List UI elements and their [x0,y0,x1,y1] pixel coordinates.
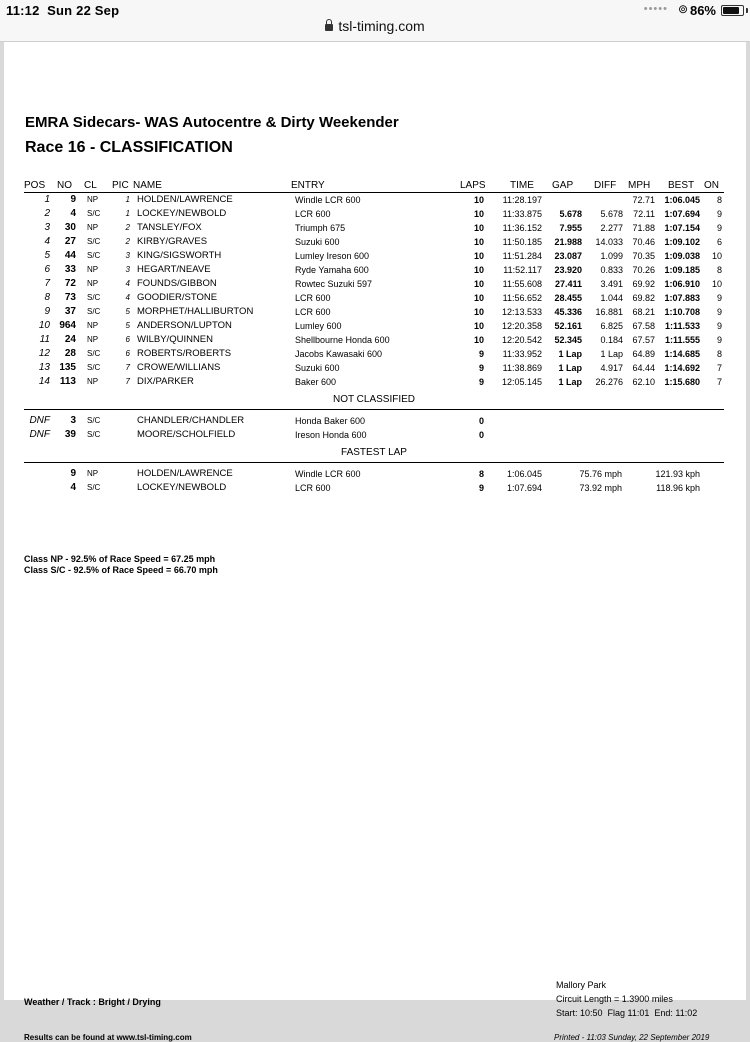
cell-laps: 10 [473,237,484,247]
note-sc: Class S/C - 92.5% of Race Speed = 66.70 mph [24,565,218,575]
cell-pic: 6 [125,335,130,344]
cell-no: 28 [64,348,76,359]
cell-best: 1:14.685 [664,349,700,359]
cell-mph: 70.35 [632,251,655,261]
cell-pos: 9 [44,306,50,317]
cell-mph: 70.46 [632,237,655,247]
cell-entry: Ireson Honda 600 [295,430,367,440]
cell-gap: 5.678 [559,209,582,219]
cell-on: 9 [716,223,722,233]
cell-best: 1:09.102 [664,237,700,247]
cell-diff: 3.491 [600,279,623,289]
cell-name: CROWE/WILLIANS [137,362,221,373]
cell-pos: DNF [29,429,50,440]
cell-laps: 0 [478,416,484,426]
cell-diff: 1.099 [600,251,623,261]
cell-mph: 68.21 [632,307,655,317]
cell-best: 1:07.883 [664,293,700,303]
cell-cl: NP [87,265,99,274]
cell-diff: 4.917 [600,363,623,373]
cell-entry: LCR 600 [295,293,331,303]
cell-cl: S/C [87,416,101,425]
cell-on: 9 [716,307,722,317]
cell-laps: 10 [473,265,484,275]
cell-gap: 7.955 [559,223,582,233]
cell-name: KIRBY/GRAVES [137,236,208,247]
fastest-lap-heading: FASTEST LAP [24,443,724,463]
cell-pos: 5 [44,250,50,261]
classified-rows [24,193,724,389]
cell-name: HOLDEN/LAWRENCE [137,194,233,205]
table-row [24,193,724,207]
cell-pos: 7 [44,278,50,289]
col-entry: ENTRY [291,180,325,191]
cell-kph: 118.96 kph [656,483,700,493]
cell-no: 3 [70,415,76,426]
cell-laps: 10 [473,293,484,303]
cell-cl: NP [87,195,99,204]
table-row [24,347,724,361]
cell-best: 1:11.555 [664,335,700,345]
cell-pos: 6 [44,264,50,275]
table-row [24,263,724,277]
cell-cl: S/C [87,363,101,372]
cell-mph: 72.11 [633,209,655,219]
cell-name: GOODIER/STONE [137,292,218,303]
cell-time: 12:13.533 [501,307,542,317]
cell-mph: 73.92 mph [579,483,622,493]
cell-pos: DNF [29,415,50,426]
cell-laps: 10 [473,335,484,345]
table-row [24,319,724,333]
cell-entry: Ryde Yamaha 600 [295,265,369,275]
cell-name: FOUNDS/GIBBON [137,278,217,289]
weather-info: Weather / Track : Bright / Drying [24,997,161,1007]
cell-gap: 1 Lap [558,363,582,373]
col-time: TIME [510,180,534,191]
cell-lap: 8 [478,469,484,479]
cell-diff: 1.044 [600,293,623,303]
cell-gap: 27.411 [554,279,582,289]
cell-cl: S/C [87,483,101,492]
cell-on: 8 [716,265,722,275]
cell-no: 33 [64,264,76,275]
table-row [24,235,724,249]
cell-on: 7 [716,377,722,387]
cell-cl: NP [87,279,99,288]
cell-entry: LCR 600 [295,307,331,317]
cell-name: LOCKEY/NEWBOLD [137,482,227,493]
cell-cl: S/C [87,307,101,316]
battery-icon [721,5,744,16]
cell-diff: 0.184 [600,335,623,345]
cell-no: 4 [70,208,76,219]
cell-laps: 0 [478,430,484,440]
cell-mph: 75.76 mph [579,469,622,479]
cell-on: 8 [716,195,722,205]
cell-diff: 5.678 [600,209,623,219]
cell-time: 11:55.608 [502,279,542,289]
table-row [24,361,724,375]
cell-time: 11:52.117 [503,265,542,275]
cell-time: 11:56.652 [502,293,542,303]
cell-laps: 10 [473,209,484,219]
cell-diff: 1 Lap [600,349,623,359]
cell-no: 135 [59,362,76,373]
cell-gap: 23.087 [554,251,582,261]
cell-entry: Windle LCR 600 [295,469,361,479]
col-on: ON [704,180,719,191]
cell-pic: 7 [125,363,130,372]
cell-mph: 69.92 [632,279,655,289]
cell-name: WILBY/QUINNEN [137,334,214,345]
cell-best: 1:06.910 [664,279,700,289]
cell-cl: S/C [87,209,101,218]
address-bar[interactable] [0,18,750,34]
col-pos: POS [24,180,46,191]
battery-percent: 86% [689,3,716,18]
circuit-name: Mallory Park [556,980,607,990]
dnf-row [24,428,724,442]
cell-cl: S/C [87,251,101,260]
cell-mph: 67.58 [632,321,655,331]
cell-name: HOLDEN/LAWRENCE [137,468,233,479]
cell-pos: 13 [38,362,50,373]
cell-no: 73 [64,292,76,303]
cell-mph: 67.57 [632,335,655,345]
cell-gap: 52.161 [554,321,582,331]
cell-best: 1:07.694 [664,209,700,219]
cell-pic: 6 [125,349,130,358]
col-diff: DIFF [594,180,617,191]
cell-best: 1:09.185 [664,265,700,275]
cell-entry: Windle LCR 600 [295,195,361,205]
cell-no: 37 [64,306,76,317]
cell-mph: 72.71 [632,195,655,205]
cell-entry: Lumley 600 [295,321,342,331]
col-gap: GAP [552,180,574,191]
cell-pic: 1 [125,195,130,204]
cell-time: 1:06.045 [506,469,542,479]
cell-pic: 4 [125,279,130,288]
cell-pic: 3 [125,265,130,274]
cell-laps: 9 [478,349,484,359]
class-speed-notes [24,554,218,576]
cell-pic: 2 [125,237,130,246]
cell-cl: NP [87,377,99,386]
cell-cl: S/C [87,430,101,439]
cell-laps: 10 [473,223,484,233]
cell-mph: 70.26 [632,265,655,275]
cell-on: 10 [711,279,722,289]
cell-name: ROBERTS/ROBERTS [137,348,232,359]
not-classified-heading: NOT CLASSIFIED [24,390,724,410]
table-row [24,375,724,389]
cell-best: 1:09.038 [664,251,700,261]
battery-tip [746,8,748,13]
results-table [24,179,724,495]
cell-no: 113 [59,376,76,387]
cell-no: 30 [64,222,76,233]
cell-pos: 1 [44,194,50,205]
cell-entry: LCR 600 [295,209,331,219]
cell-cl: S/C [87,237,101,246]
cell-cl: NP [87,335,99,344]
circuit-info [556,978,697,1020]
cell-no: 72 [64,278,76,289]
cell-time: 11:36.152 [502,223,542,233]
table-row [24,207,724,221]
table-row [24,291,724,305]
col-laps: LAPS [460,180,486,191]
cell-best: 1:11.533 [664,321,700,331]
cell-on: 6 [716,237,722,247]
cell-time: 12:20.542 [501,335,542,345]
battery-fill [723,7,739,14]
cell-pic: 1 [125,209,130,218]
cell-cl: S/C [87,349,101,358]
cell-gap: 45.336 [554,307,582,317]
cell-name: DIX/PARKER [137,376,194,387]
cell-mph: 64.44 [632,363,655,373]
cell-name: CHANDLER/CHANDLER [137,415,245,426]
cell-pic: 7 [125,377,130,386]
cell-best: 1:07.154 [664,223,700,233]
cell-time: 11:38.869 [502,363,542,373]
note-np: Class NP - 92.5% of Race Speed = 67.25 mph [24,554,216,564]
cell-gap: 52.345 [554,335,582,345]
url-text: tsl-timing.com [338,18,425,34]
cell-on: 8 [716,349,722,359]
race-times: Start: 10:50 Flag 11:01 End: 11:02 [556,1008,698,1018]
cell-no: 9 [70,194,76,205]
cell-time: 11:51.284 [502,251,542,261]
cell-on: 9 [716,335,722,345]
cell-diff: 16.881 [595,307,623,317]
lock-icon [325,24,333,31]
cell-entry: Rowtec Suzuki 597 [295,279,373,289]
cell-name: MORPHET/HALLIBURTON [137,306,254,317]
cell-time: 11:50.185 [502,237,542,247]
cell-no: 27 [64,236,76,247]
cell-lap: 9 [478,483,484,493]
cell-diff: 2.277 [600,223,623,233]
cell-best: 1:06.045 [664,195,700,205]
cell-pos: 2 [44,208,50,219]
cell-laps: 9 [478,377,484,387]
status-date: Sun 22 Sep [47,3,120,18]
cell-time: 11:33.875 [502,209,542,219]
col-cl: CL [84,180,97,191]
table-row [24,333,724,347]
cell-name: ANDERSON/LUPTON [137,320,232,331]
status-time: 11:12 Sun 22 Sep [6,3,120,18]
cell-name: MOORE/SCHOLFIELD [137,429,236,440]
printed-timestamp: Printed - 11:03 Sunday, 22 September 2019 [554,1033,710,1042]
orientation-lock-icon: ⊚ [677,2,688,16]
cell-time: 1:07.694 [506,483,542,493]
document-page [4,42,746,1042]
cell-diff: 26.276 [595,377,623,387]
cell-name: HEGART/NEAVE [137,264,211,275]
signal-dots-icon: ••••• [643,3,668,15]
cell-mph: 69.82 [632,293,655,303]
cell-cl: NP [87,321,99,330]
cell-entry: LCR 600 [295,483,331,493]
cell-best: 1:14.692 [664,363,700,373]
cell-pic: 2 [125,223,130,232]
browser-chrome [0,0,750,42]
cell-name: KING/SIGSWORTH [137,250,222,261]
cell-entry: Suzuki 600 [295,237,340,247]
cell-entry: Baker 600 [295,377,337,387]
cell-diff: 6.825 [600,321,623,331]
cell-entry: Triumph 675 [295,223,346,233]
col-best: BEST [668,180,695,191]
table-header [24,179,724,193]
dnf-row [24,414,724,428]
cell-gap: 23.920 [554,265,582,275]
cell-pic: 4 [125,293,130,302]
cell-diff: 14.033 [595,237,623,247]
cell-no: 9 [70,468,76,479]
cell-mph: 71.88 [632,223,655,233]
cell-diff: 0.833 [600,265,623,275]
cell-cl: S/C [87,293,101,302]
cell-on: 10 [711,251,722,261]
col-no: NO [57,180,72,191]
cell-gap: 1 Lap [558,349,582,359]
cell-time: 11:33.952 [502,349,542,359]
cell-time: 12:05.145 [501,377,542,387]
cell-cl: NP [87,469,99,478]
cell-best: 1:15.680 [664,377,700,387]
cell-on: 9 [716,293,722,303]
cell-mph: 62.10 [632,377,655,387]
cell-pic: 5 [125,307,130,316]
cell-name: LOCKEY/NEWBOLD [137,208,227,219]
cell-pos: 11 [39,334,50,345]
table-row [24,277,724,291]
table-row [24,305,724,319]
cell-pos: 3 [44,222,50,233]
cell-gap: 1 Lap [558,377,582,387]
cell-no: 24 [64,334,76,345]
cell-entry: Shellbourne Honda 600 [295,335,390,345]
cell-laps: 10 [473,321,484,331]
cell-pos: 4 [44,236,50,247]
cell-pos: 12 [38,348,50,359]
cell-no: 964 [59,320,76,331]
cell-entry: Suzuki 600 [295,363,340,373]
cell-time: 12:20.358 [501,321,542,331]
cell-pos: 14 [38,376,50,387]
table-row [24,249,724,263]
race-title: Race 16 - CLASSIFICATION [25,139,233,156]
cell-entry: Honda Baker 600 [295,416,366,426]
cell-laps: 10 [473,251,484,261]
cell-laps: 10 [473,307,484,317]
cell-cl: NP [87,223,99,232]
fastest-lap-row [24,481,724,495]
cell-gap: 21.988 [554,237,582,247]
cell-no: 44 [64,250,76,261]
cell-laps: 10 [473,195,484,205]
cell-pos: 10 [38,320,50,331]
cell-laps: 9 [478,363,484,373]
cell-pos: 8 [44,292,50,303]
results-url-note: Results can be found at www.tsl-timing.com [24,1033,192,1042]
cell-on: 9 [716,209,722,219]
col-pic: PIC [112,180,129,191]
cell-pic: 5 [125,321,130,330]
cell-no: 4 [70,482,76,493]
cell-kph: 121.93 kph [655,469,700,479]
col-mph: MPH [628,180,651,191]
circuit-length: Circuit Length = 1.3900 miles [556,994,673,1004]
cell-best: 1:10.708 [664,307,700,317]
cell-no: 39 [64,429,76,440]
cell-entry: Jacobs Kawasaki 600 [295,349,383,359]
fastest-lap-row [24,467,724,481]
cell-laps: 10 [473,279,484,289]
cell-mph: 64.89 [632,349,655,359]
cell-entry: Lumley Ireson 600 [295,251,370,261]
cell-gap: 28.455 [554,293,582,303]
event-title: EMRA Sidecars- WAS Autocentre & Dirty Weekender [25,114,399,131]
cell-on: 9 [716,321,722,331]
table-row [24,221,724,235]
cell-time: 11:28.197 [502,195,542,205]
cell-name: TANSLEY/FOX [137,222,202,233]
cell-pic: 3 [125,251,130,260]
col-name: NAME [133,180,162,191]
cell-on: 7 [716,363,722,373]
